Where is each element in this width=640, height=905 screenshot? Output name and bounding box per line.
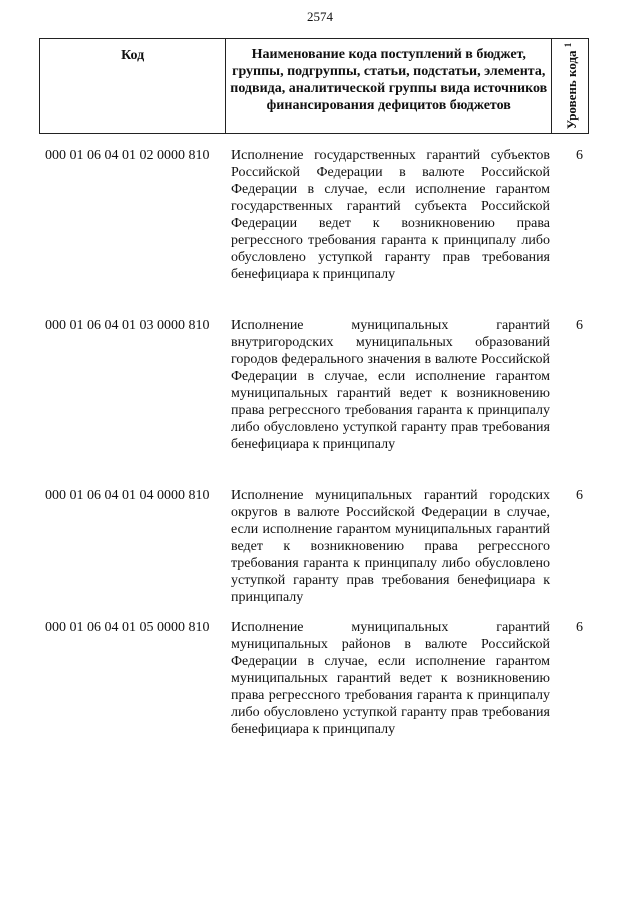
header-level-label bbox=[561, 43, 579, 130]
header-name: Наименование кода поступлений в бюджет, группы, подгруппы, статьи, подстатьи, элемента, подвида, аналитической группы вида источников финансирования дефицитов бюджетов bbox=[226, 39, 552, 133]
row-level: 6 bbox=[576, 318, 583, 333]
row-level: 6 bbox=[576, 488, 583, 503]
row-description: Исполнение муниципальных гарантий городских округов в валюте Российской Федерации в случае, если исполнение гарантом муниципальных гарантий ведет к возникновению права регрессного требования гаранта к принципалу либо обусловлено уступкой гаранту прав требования бенефициара к принципалу bbox=[231, 488, 550, 605]
row-description: Исполнение муниципальных гарантий муниципальных районов в валюте Российской Федерации в случае, если исполнение гарантом муниципальных гарантий ведет к возникновению права регрессного требования гаранта к принципалу либо обусловлено уступкой гаранту прав требования бенефициара к принципалу bbox=[231, 620, 550, 737]
table-row bbox=[0, 487, 640, 619]
header-level bbox=[552, 39, 588, 133]
row-description: Исполнение муниципальных гарантий внутригородских муниципальных образований городов федерального значения в валюте Российской Федерации в случае, если исполнение гарантом муниципальных гарантий ведет к возникновению права регрессного требования гаранта к принципалу либо обусловлено уступкой гаранту прав требования бенефициара к принципалу bbox=[231, 318, 550, 452]
header-code: Код bbox=[40, 39, 226, 133]
table-row bbox=[0, 317, 640, 487]
table-row bbox=[0, 619, 640, 769]
row-code: 000 01 06 04 01 05 0000 810 bbox=[45, 620, 210, 635]
table-row bbox=[0, 147, 640, 317]
header-level-text: Уровень кода bbox=[564, 50, 580, 130]
table-body bbox=[0, 147, 640, 769]
header-level-footnote: 1 bbox=[562, 42, 573, 48]
row-code: 000 01 06 04 01 04 0000 810 bbox=[45, 488, 210, 503]
row-code: 000 01 06 04 01 03 0000 810 bbox=[45, 318, 210, 333]
row-level: 6 bbox=[576, 620, 583, 635]
row-level: 6 bbox=[576, 148, 583, 163]
row-description: Исполнение государственных гарантий субъектов Российской Федерации в валюте Российской Федерации в случае, если исполнение гарантом государственных гарантий субъекта Российской Федерации ведет к возникновению права регрессного требования гаранта к принципалу либо обусловлено уступкой гаранту прав требования бенефициара к принципалу bbox=[231, 148, 550, 282]
table-header bbox=[39, 38, 589, 134]
page-number: 2574 bbox=[307, 9, 333, 24]
row-code: 000 01 06 04 01 02 0000 810 bbox=[45, 148, 210, 163]
